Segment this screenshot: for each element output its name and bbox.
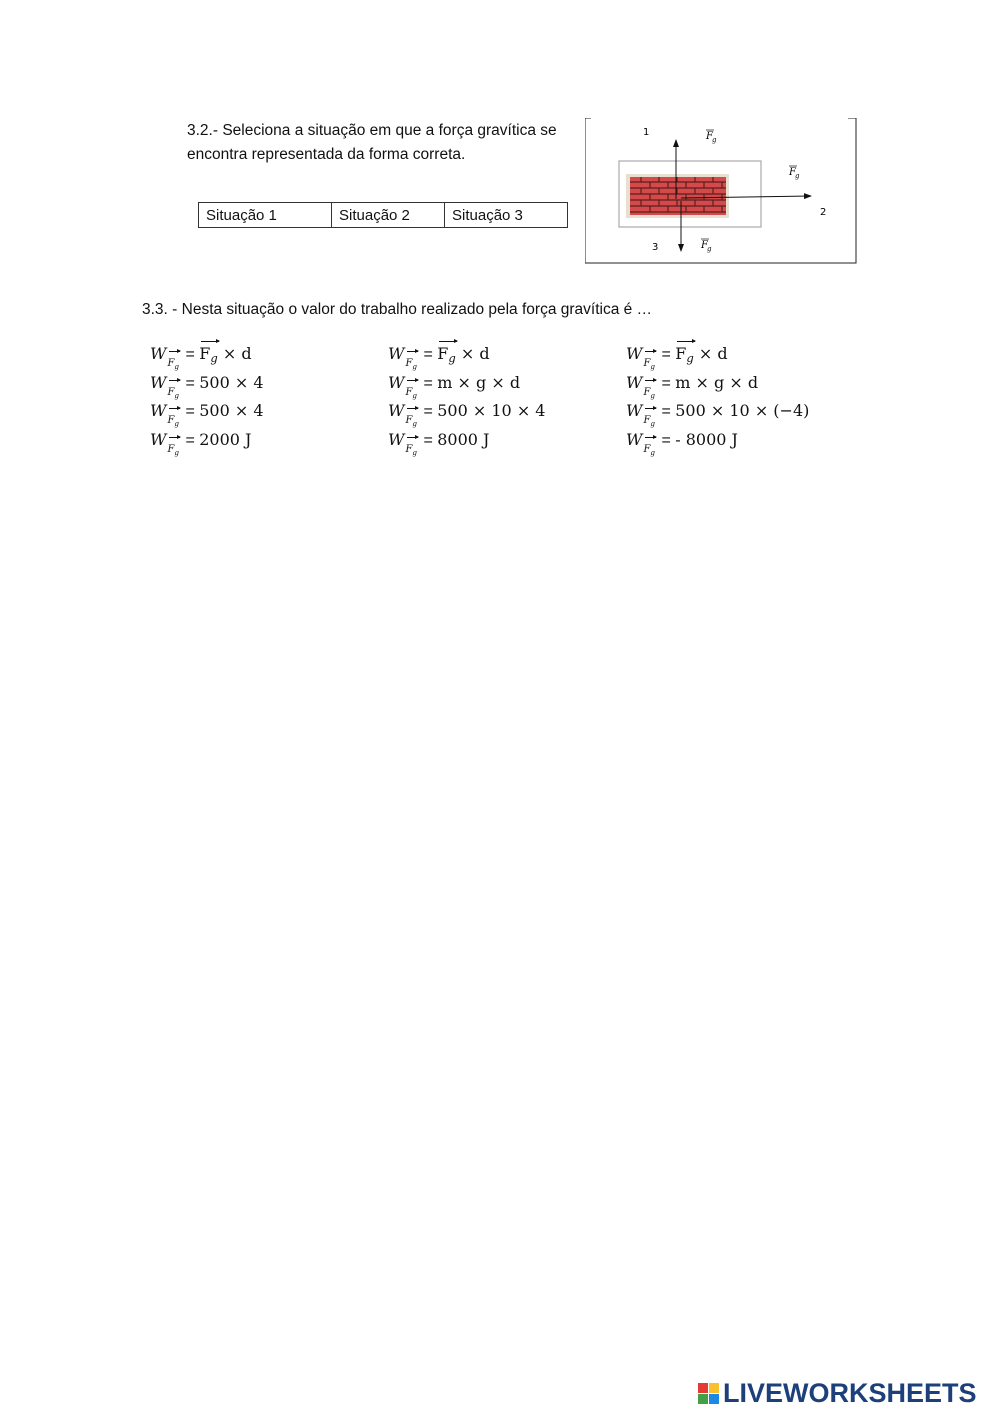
svg-text:g: g: [712, 136, 717, 144]
logo-mark-icon: [698, 1383, 719, 1404]
logo-text: LIVEWORKSHEETS: [723, 1378, 977, 1408]
equation-line: [150, 342, 264, 371]
work-symbol: W: [150, 344, 167, 363]
equation-rhs: 8000 J: [437, 429, 490, 449]
label-1: 1: [643, 127, 650, 138]
work-subscript: [405, 409, 417, 433]
force-label-1: [705, 130, 717, 144]
equals-sign: =: [657, 346, 676, 363]
work-subscript: [643, 352, 655, 376]
work-symbol: W: [150, 429, 167, 449]
equation-rhs: 500 × 10 × 4: [437, 401, 546, 420]
option-column-1[interactable]: [150, 342, 264, 456]
work-subscript: [167, 352, 179, 376]
work-symbol: W: [388, 401, 405, 420]
svg-text:F: F: [706, 131, 713, 142]
situation-options-table: [198, 202, 568, 228]
force-label-2: [788, 166, 800, 180]
force-vector-subscript: $F_g$: [405, 381, 417, 405]
svg-text:F: F: [789, 167, 796, 178]
force-label-3: [700, 239, 712, 253]
liveworksheets-logo: [698, 1378, 977, 1409]
equation-rhs: 500 × 4: [199, 372, 264, 392]
force-vector-subscript: $F_g$: [643, 409, 655, 433]
work-symbol: W: [626, 344, 643, 363]
equation-rhs: m × g × d: [675, 372, 759, 392]
work-symbol: W: [626, 429, 643, 449]
logo-mark-blue: [709, 1394, 719, 1404]
question-3-2-line1: 3.2.- Seleciona a situação em que a força gravítica se: [187, 122, 557, 139]
equation-rhs: m × g × d: [437, 372, 521, 392]
work-symbol: W: [626, 372, 643, 392]
svg-text:F: F: [701, 240, 708, 251]
equation-rhs: × d: [455, 344, 490, 363]
equals-sign: =: [181, 431, 200, 449]
equals-sign: =: [419, 374, 438, 392]
work-symbol: W: [626, 401, 643, 420]
equals-sign: =: [181, 403, 200, 420]
work-subscript: [643, 438, 655, 462]
logo-mark-yellow: [709, 1383, 719, 1393]
force-vector-subscript: $F_g$: [643, 381, 655, 405]
work-symbol: W: [388, 429, 405, 449]
label-2: 2: [820, 207, 827, 218]
force-vector-subscript: $F_g$: [167, 409, 179, 433]
force-vector: Fg: [199, 344, 218, 365]
equals-sign: =: [657, 403, 676, 420]
force-vector-subscript: $F_g$: [167, 438, 179, 462]
logo-mark-red: [698, 1383, 708, 1393]
force-vector-subscript: $F_g$: [405, 438, 417, 462]
equation-rhs: × d: [693, 344, 728, 363]
logo-mark-green: [698, 1394, 708, 1404]
equation-rhs: 2000 J: [199, 429, 252, 449]
question-3-2: [187, 119, 587, 167]
equals-sign: =: [419, 403, 438, 420]
work-subscript: [405, 438, 417, 462]
work-subscript: [167, 381, 179, 405]
force-vector-subscript: $F_g$: [643, 352, 655, 376]
work-subscript: [405, 352, 417, 376]
force-vector: Fg: [675, 344, 694, 365]
svg-text:g: g: [707, 245, 712, 253]
question-3-3: 3.3. - Nesta situação o valor do trabalho realizado pela força gravítica é …: [142, 301, 653, 318]
force-vector-subscript: $F_g$: [167, 352, 179, 376]
force-vector-subscript: $F_g$: [405, 352, 417, 376]
work-subscript: [643, 381, 655, 405]
work-subscript: [167, 438, 179, 462]
equals-sign: =: [419, 346, 438, 363]
work-symbol: W: [388, 372, 405, 392]
label-3: 3: [652, 242, 659, 253]
work-symbol: W: [388, 344, 405, 363]
force-vector-subscript: $F_g$: [167, 381, 179, 405]
situation-option-2[interactable]: Situação 2: [332, 203, 445, 228]
equals-sign: =: [657, 431, 676, 449]
equals-sign: =: [181, 374, 200, 392]
equation-line: [626, 342, 809, 371]
equation-line: [388, 342, 545, 371]
work-subscript: [167, 409, 179, 433]
work-symbol: W: [150, 401, 167, 420]
situation-option-1[interactable]: Situação 1: [199, 203, 332, 228]
equation-rhs: 500 × 10 × (−4): [675, 401, 810, 420]
equation-rhs: 500 × 4: [199, 401, 264, 420]
work-symbol: W: [150, 372, 167, 392]
svg-text:g: g: [795, 172, 800, 180]
equation-rhs: - 8000 J: [675, 429, 738, 449]
question-3-2-line2: encontra representada da forma correta.: [187, 146, 466, 163]
force-vector-subscript: $F_g$: [643, 438, 655, 462]
brick-block: [626, 174, 729, 218]
equation-rhs: × d: [217, 344, 252, 363]
equals-sign: =: [419, 431, 438, 449]
equals-sign: =: [181, 346, 200, 363]
work-subscript: [643, 409, 655, 433]
work-subscript: [405, 381, 417, 405]
force-vector-subscript: $F_g$: [405, 409, 417, 433]
situation-option-3[interactable]: Situação 3: [445, 203, 568, 228]
option-column-3[interactable]: [626, 342, 809, 456]
option-column-2[interactable]: [388, 342, 545, 456]
force-diagram: [585, 118, 857, 264]
force-vector: Fg: [437, 344, 456, 365]
equals-sign: =: [657, 374, 676, 392]
